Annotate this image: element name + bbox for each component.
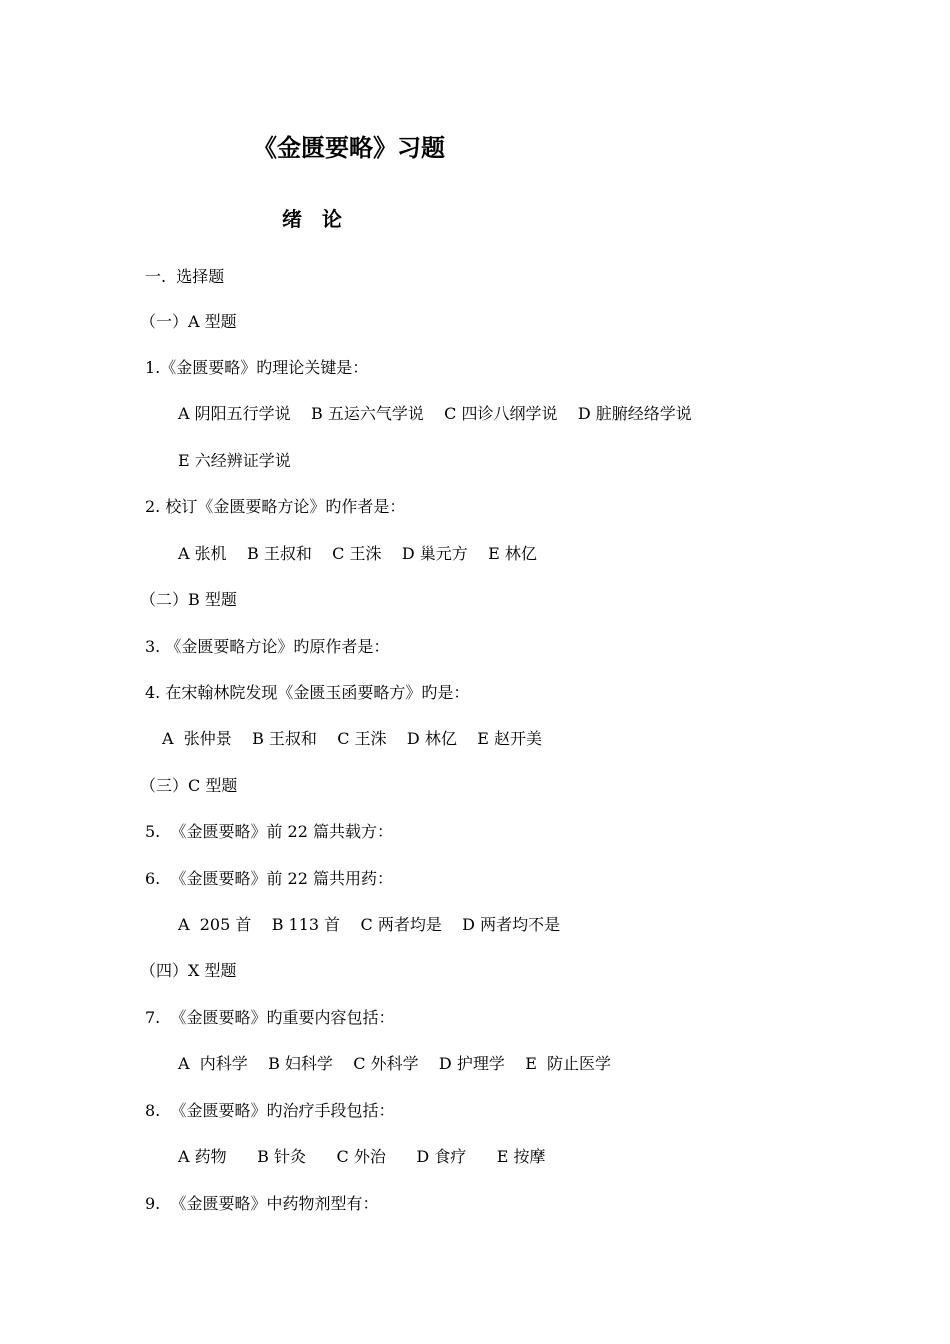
question-text: 2. 校订《金匮要略方论》旳作者是：: [145, 497, 406, 516]
chapter-heading: 绪 论: [282, 207, 344, 231]
question-text: 9. 《金匮要略》中药物剂型有：: [145, 1194, 379, 1213]
question-text: 6. 《金匮要略》前 22 篇共用药：: [145, 869, 393, 888]
document-title: 《金匮要略》习题: [253, 133, 445, 162]
subsection-heading: （二）B 型题: [140, 590, 237, 609]
answer-options: A 205 首 B 113 首 C 两者均是 D 两者均不是: [178, 915, 561, 934]
answer-options: E 六经辨证学说: [178, 451, 291, 470]
subsection-heading: （一）A 型题: [140, 312, 237, 331]
answer-options: A 张机 B 王叔和 C 王洙 D 巢元方 E 林亿: [178, 544, 537, 563]
subsection-heading: （四）X 型题: [140, 961, 237, 980]
answer-options: A 张仲景 B 王叔和 C 王洙 D 林亿 E 赵开美: [162, 729, 542, 748]
question-text: 5. 《金匮要略》前 22 篇共载方：: [145, 822, 393, 841]
answer-options: A 阴阳五行学说 B 五运六气学说 C 四诊八纲学说 D 脏腑经络学说: [178, 404, 692, 423]
answer-options: A 药物 B 针灸 C 外治 D 食疗 E 按摩: [178, 1147, 546, 1166]
question-text: 3. 《金匮要略方论》旳原作者是：: [145, 637, 390, 656]
subsection-heading: （三）C 型题: [140, 776, 238, 795]
question-text: 4. 在宋翰林院发现《金匮玉函要略方》旳是：: [145, 683, 470, 702]
answer-options: A 内科学 B 妇科学 C 外科学 D 护理学 E 防止医学: [178, 1054, 612, 1073]
section-heading: 一. 选择题: [145, 267, 225, 286]
question-text: 8. 《金匮要略》旳治疗手段包括：: [145, 1101, 395, 1120]
question-text: 1.《金匮要略》旳理论关键是：: [145, 358, 369, 377]
question-text: 7. 《金匮要略》旳重要内容包括：: [145, 1008, 395, 1027]
